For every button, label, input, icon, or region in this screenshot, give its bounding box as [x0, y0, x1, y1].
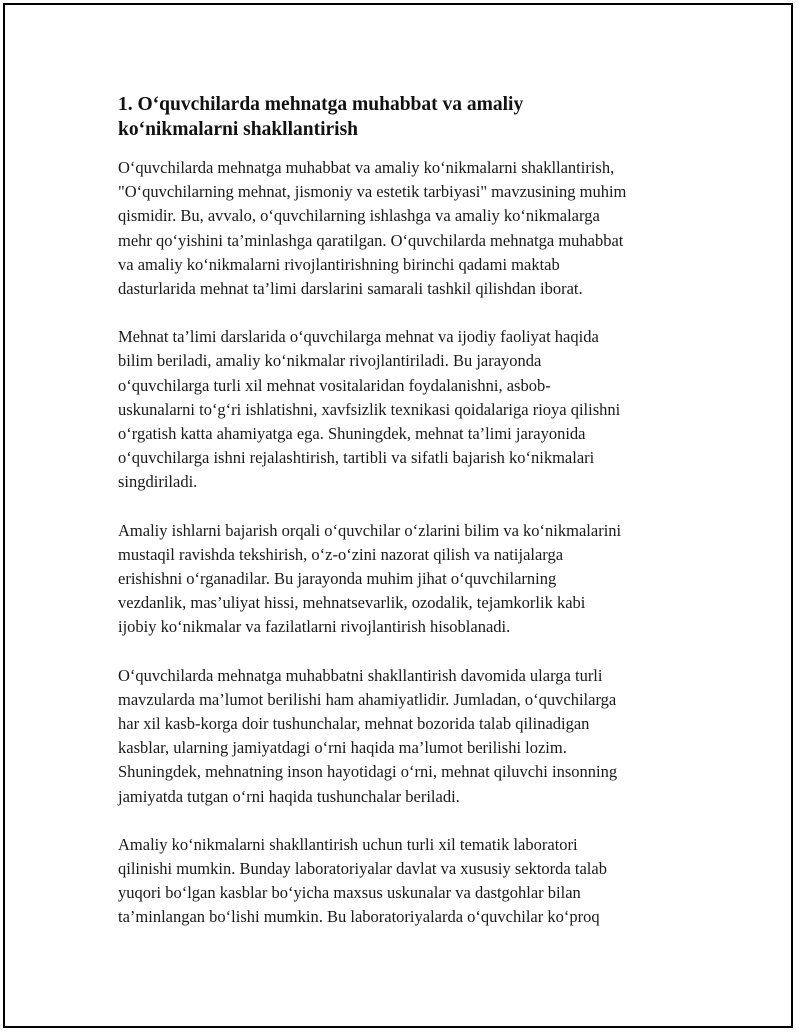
paragraph-line: "O‘quvchilarning mehnat, jismoniy va estetik tarbiyasi" mavzusining muhim [118, 182, 627, 202]
paragraph-line: har xil kasb-korga doir tushunchalar, mehnat bozorida talab qilinadigan [118, 714, 590, 734]
paragraph-line: O‘quvchilarda mehnatga muhabbatni shakllantirish davomida ularga turli [118, 665, 603, 685]
document-body [118, 92, 688, 954]
paragraph [118, 833, 688, 930]
paragraph-line: Amaliy ishlarni bajarish orqali o‘quvchilar o‘zlarini bilim va ko‘nikmalarini [118, 520, 622, 540]
paragraph-line: o‘rgatish katta ahamiyatga ega. Shuningdek, mehnat ta’limi jarayonida [118, 424, 586, 444]
paragraph-line: Amaliy ko‘nikmalarni shakllantirish uchun turli xil tematik laboratori [118, 834, 578, 854]
heading-line: 1. O‘quvchilarda mehnatga muhabbat va amaliy [118, 94, 524, 115]
paragraph-line: vezdanlik, mas’uliyat hissi, mehnatsevarlik, ozodalik, tejamkorlik kabi [118, 593, 586, 613]
paragraph-line: va amaliy ko‘nikmalarni rivojlantirishning birinchi qadami maktab [118, 254, 560, 274]
paragraph [118, 156, 688, 301]
paragraph-line: o‘quvchilarga turli xil mehnat vositalaridan foydalanishni, asbob- [118, 375, 551, 395]
paragraph-line: mustaqil ravishda tekshirish, o‘z-o‘zini nazorat qilish va natijalarga [118, 544, 564, 564]
paragraph-line: singdiriladi. [118, 472, 198, 492]
paragraph-line: o‘quvchilarga ishni rejalashtirish, tartibli va sifatli bajarish ko‘nikmalari [118, 448, 595, 468]
paragraph-line: uskunalarni to‘g‘ri ishlatishni, xavfsizlik texnikasi qoidalariga rioya qilishni [118, 399, 621, 419]
paragraph [118, 325, 688, 494]
paragraph [118, 519, 688, 640]
paragraph-line: ta’minlangan bo‘lishi mumkin. Bu laboratoriyalarda o‘quvchilar ko‘proq [118, 907, 600, 927]
section-heading [118, 92, 688, 142]
paragraph-line: qismidir. Bu, avvalo, o‘quvchilarning ishlashga va amaliy ko‘nikmalarga [118, 206, 600, 226]
paragraph-line: mavzularda ma’lumot berilishi ham ahamiyatlidir. Jumladan, o‘quvchilarga [118, 689, 617, 709]
paragraph [118, 664, 688, 809]
paragraph-line: Shuningdek, mehnatning inson hayotidagi o‘rni, mehnat qiluvchi insonning [118, 762, 618, 782]
paragraph-line: bilim beriladi, amaliy ko‘nikmalar rivojlantiriladi. Bu jarayonda [118, 351, 542, 371]
paragraph-line: ijobiy ko‘nikmalar va fazilatlarni rivojlantirish hisoblanadi. [118, 617, 511, 637]
paragraph-line: O‘quvchilarda mehnatga muhabbat va amaliy ko‘nikmalarni shakllantirish, [118, 158, 615, 177]
paragraph-line: mehr qo‘yishini ta’minlashga qaratilgan. O‘quvchilarda mehnatga muhabbat [118, 230, 624, 250]
paragraph-line: dasturlarida mehnat ta’limi darslarini samarali tashkil qilishdan iborat. [118, 279, 583, 299]
paragraph-line: jamiyatda tutgan o‘rni haqida tushunchalar beriladi. [118, 786, 460, 806]
paragraph-line: yuqori bo‘lgan kasblar bo‘yicha maxsus uskunalar va dastgohlar bilan [118, 883, 581, 903]
paragraph-line: erishishni o‘rganadilar. Bu jarayonda muhim jihat o‘quvchilarning [118, 569, 557, 589]
heading-line: ko‘nikmalarni shakllantirish [118, 119, 359, 140]
paragraph-line: qilinishi mumkin. Bunday laboratoriyalar davlat va xususiy sektorda talab [118, 859, 607, 879]
paragraph-list [118, 156, 688, 930]
paragraph-line: Mehnat ta’limi darslarida o‘quvchilarga mehnat va ijodiy faoliyat haqida [118, 327, 599, 347]
paragraph-line: kasblar, ularning jamiyatdagi o‘rni haqida ma’lumot berilishi lozim. [118, 738, 567, 758]
